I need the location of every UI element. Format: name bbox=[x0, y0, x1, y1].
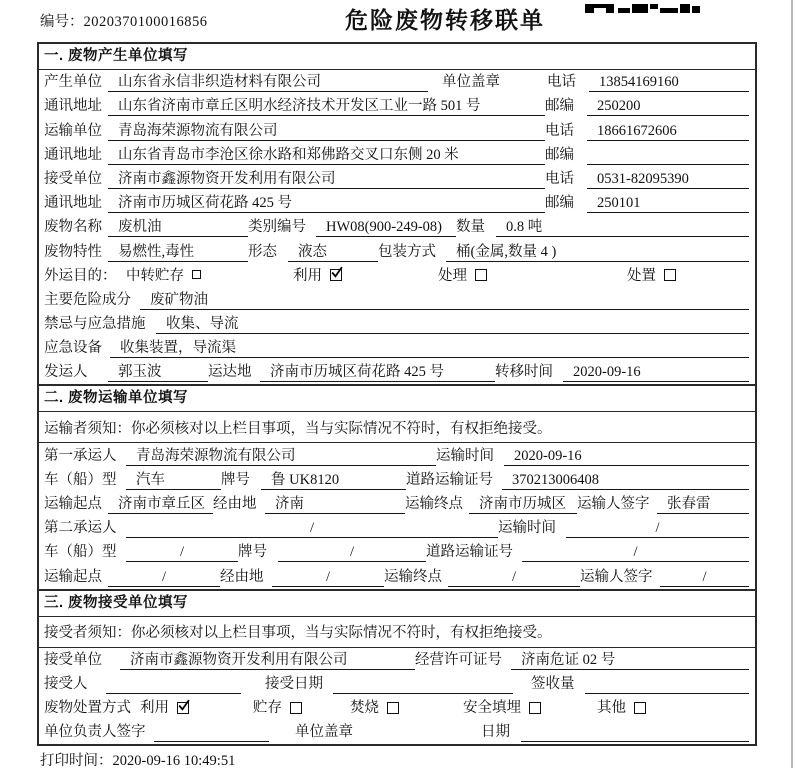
field-label: 运输起点 bbox=[44, 496, 102, 512]
checkbox-label: 焚烧 bbox=[350, 700, 379, 717]
qr-code-fragment bbox=[585, 0, 700, 18]
field-label: 电话 bbox=[545, 170, 574, 187]
check-icon bbox=[177, 699, 190, 712]
field-value: 2020-09-16 bbox=[504, 447, 749, 466]
field-value: 桶(金属,数量 4 ) bbox=[446, 243, 749, 262]
field-label: 运输起点 bbox=[44, 568, 102, 585]
section bbox=[39, 44, 755, 384]
field-label: 邮编 bbox=[545, 195, 574, 212]
field-label: 日期 bbox=[481, 724, 510, 741]
field-value: 易燃性,毒性 bbox=[108, 243, 248, 262]
field-label: 车（船）型 bbox=[44, 471, 117, 488]
static-text: 单位盖章 bbox=[295, 724, 353, 741]
field-value: 鲁 UK8120 bbox=[261, 471, 406, 490]
field-value: / bbox=[278, 543, 426, 562]
field-label: 废物特性 bbox=[44, 243, 102, 260]
checkbox-label: 处置 bbox=[627, 267, 656, 284]
form-row bbox=[39, 468, 755, 492]
field-label: 第一承运人 bbox=[44, 447, 117, 464]
section bbox=[39, 589, 755, 745]
field-label: 通讯地址 bbox=[44, 98, 102, 115]
field-label: 发运人 bbox=[44, 364, 88, 381]
checkbox-option bbox=[627, 267, 676, 286]
field-label: 废物处置方式 bbox=[44, 700, 131, 717]
checkbox-unchecked bbox=[664, 269, 676, 281]
field-value: HW08(900-249-08) bbox=[316, 218, 456, 237]
field-value: 0.8 吨 bbox=[496, 218, 749, 237]
section-title: 一. 废物产生单位填写 bbox=[39, 44, 755, 70]
serial-label: 编号： bbox=[40, 14, 84, 30]
field-value: 济南市章丘区 bbox=[108, 495, 213, 514]
form-row bbox=[39, 264, 755, 288]
field-value: 汽车 bbox=[126, 471, 221, 490]
field-value bbox=[106, 693, 241, 694]
checkbox-label: 利用 bbox=[293, 267, 322, 284]
checkbox-unchecked bbox=[290, 702, 302, 714]
form-row bbox=[39, 239, 755, 263]
field-label: 主要危险成分 bbox=[44, 291, 131, 308]
field-value: 13854169160 bbox=[589, 73, 749, 92]
field-value: 济南市历城区荷花路 425 号 bbox=[108, 194, 545, 213]
form-row bbox=[39, 648, 755, 672]
static-text: 单位盖章 bbox=[442, 74, 500, 91]
form-row bbox=[39, 191, 755, 215]
form-row bbox=[39, 215, 755, 239]
field-value: 济南市历城区荷花路 425 号 bbox=[260, 363, 495, 382]
field-label: 电话 bbox=[545, 122, 574, 139]
checkbox-option bbox=[140, 699, 189, 718]
checkbox-option bbox=[350, 699, 399, 718]
field-label: 接受人 bbox=[44, 675, 88, 692]
field-label: 单位负责人签字 bbox=[44, 724, 146, 741]
checkbox-unchecked bbox=[192, 270, 201, 279]
print-time-value: 2020-09-16 10:49:51 bbox=[112, 753, 236, 769]
field-label: 包装方式 bbox=[378, 243, 436, 260]
field-value: 0531-82095390 bbox=[587, 170, 749, 189]
form-row bbox=[39, 492, 755, 516]
checkbox-option bbox=[438, 267, 487, 286]
form-row bbox=[39, 540, 755, 564]
field-label: 邮编 bbox=[545, 98, 574, 115]
checkbox-option bbox=[463, 699, 541, 718]
field-label: 禁忌与应急措施 bbox=[44, 316, 146, 333]
field-label: 产生单位 bbox=[44, 74, 102, 91]
field-value: 2020-09-16 bbox=[563, 363, 749, 382]
field-label: 接受日期 bbox=[265, 675, 323, 692]
field-label: 第二承运人 bbox=[44, 520, 117, 537]
checkbox-label: 贮存 bbox=[253, 700, 282, 717]
field-value: 18661672606 bbox=[587, 122, 749, 141]
field-label: 邮编 bbox=[545, 146, 574, 163]
field-value: 济南市历城区 bbox=[469, 495, 577, 514]
field-label: 运输终点 bbox=[384, 568, 442, 585]
checkbox-option bbox=[293, 267, 342, 286]
print-time bbox=[40, 749, 235, 770]
field-label: 电话 bbox=[547, 74, 576, 91]
field-label: 形态 bbox=[248, 243, 277, 260]
form-row bbox=[39, 516, 755, 540]
qr-code-icon bbox=[585, 4, 700, 13]
field-value: 液态 bbox=[288, 243, 378, 262]
field-value: 青岛海荣源物流有限公司 bbox=[126, 447, 436, 466]
form-row bbox=[39, 118, 755, 142]
field-label: 数量 bbox=[456, 219, 485, 236]
form-row bbox=[39, 70, 755, 94]
field-value: 250101 bbox=[587, 194, 749, 213]
form-row bbox=[39, 564, 755, 588]
checkbox-checked bbox=[177, 702, 189, 714]
field-value: 废矿物油 bbox=[140, 291, 749, 310]
field-value: 张春雷 bbox=[657, 495, 749, 514]
field-value: 济南危证 02 号 bbox=[511, 651, 749, 670]
field-value: 济南市鑫源物资开发利用有限公司 bbox=[120, 651, 415, 670]
field-value bbox=[154, 741, 269, 742]
serial-value: 2020370100016856 bbox=[83, 14, 208, 30]
field-label: 运输时间 bbox=[436, 447, 494, 464]
field-label: 转移时间 bbox=[495, 364, 553, 381]
checkbox-option bbox=[126, 267, 201, 286]
serial-number bbox=[40, 10, 208, 31]
form-row bbox=[39, 360, 755, 384]
field-label: 运输人签字 bbox=[577, 496, 650, 512]
checkbox-unchecked bbox=[387, 702, 399, 714]
field-value: 250200 bbox=[587, 97, 749, 116]
field-value: / bbox=[522, 543, 749, 562]
field-value: / bbox=[448, 568, 580, 587]
form-row bbox=[39, 94, 755, 118]
field-value bbox=[521, 741, 749, 742]
form-row bbox=[39, 336, 755, 360]
field-label: 运输人签字 bbox=[580, 568, 653, 585]
field-value: / bbox=[272, 568, 384, 587]
field-label: 接受单位 bbox=[44, 651, 102, 668]
section-title: 三. 废物接受单位填写 bbox=[39, 591, 755, 617]
checkbox-label: 安全填埋 bbox=[463, 700, 521, 717]
form-row bbox=[39, 672, 755, 696]
section-note: 运输者须知：你必须核对以上栏目事项，当与实际情况不符时，有权拒绝接受。 bbox=[39, 412, 755, 443]
form-row bbox=[39, 288, 755, 312]
field-label: 牌号 bbox=[238, 544, 267, 561]
checkbox-label: 中转贮存 bbox=[126, 267, 184, 284]
field-label: 废物名称 bbox=[44, 219, 102, 236]
check-icon bbox=[330, 266, 343, 279]
field-label: 道路运输证号 bbox=[406, 471, 493, 488]
field-value: / bbox=[126, 543, 238, 562]
field-value: / bbox=[566, 519, 749, 538]
section bbox=[39, 384, 755, 588]
section-note: 接受者须知：你必须核对以上栏目事项，当与实际情况不符时，有权拒绝接受。 bbox=[39, 617, 755, 648]
field-value bbox=[333, 693, 513, 694]
field-value: / bbox=[660, 568, 749, 587]
field-value: 收集、导流 bbox=[156, 315, 749, 334]
field-label: 通讯地址 bbox=[44, 146, 102, 163]
field-label: 经由地 bbox=[220, 568, 264, 585]
field-value: 山东省永信非织造材料有限公司 bbox=[108, 73, 428, 92]
section-title: 二. 废物运输单位填写 bbox=[39, 386, 755, 412]
field-label: 道路运输证号 bbox=[426, 544, 513, 561]
checkbox-unchecked bbox=[634, 702, 646, 714]
field-value: 370213006408 bbox=[502, 471, 749, 490]
form-row bbox=[39, 143, 755, 167]
field-value bbox=[587, 164, 749, 165]
page-title: 危险废物转移联单 bbox=[345, 7, 545, 33]
field-label: 经由地 bbox=[213, 496, 257, 512]
checkbox-label: 利用 bbox=[140, 700, 169, 717]
checkbox-label: 其他 bbox=[597, 700, 626, 717]
field-value: 山东省济南市章丘区明水经济技术开发区工业一路 501 号 bbox=[108, 97, 545, 116]
checkbox-checked bbox=[330, 269, 342, 281]
field-label: 运达地 bbox=[208, 364, 252, 381]
scan-edge-line bbox=[791, 0, 793, 768]
checkbox-option bbox=[597, 699, 646, 718]
field-label: 应急设备 bbox=[44, 340, 102, 357]
field-value: 青岛海荣源物流有限公司 bbox=[108, 122, 545, 141]
form-row bbox=[39, 443, 755, 467]
form-row bbox=[39, 312, 755, 336]
field-label: 运输终点 bbox=[405, 496, 463, 512]
form-row bbox=[39, 720, 755, 744]
field-value bbox=[585, 693, 749, 694]
field-label: 类别编号 bbox=[248, 219, 306, 236]
form-row bbox=[39, 696, 755, 720]
field-value: 郭玉波 bbox=[108, 363, 208, 382]
field-label: 牌号 bbox=[221, 471, 250, 488]
field-label: 经营许可证号 bbox=[415, 651, 502, 668]
field-value: 收集装置，导流渠 bbox=[110, 339, 749, 358]
field-label: 接受单位 bbox=[44, 170, 102, 187]
checkbox-unchecked bbox=[475, 269, 487, 281]
form-row bbox=[39, 167, 755, 191]
field-label: 运输时间 bbox=[498, 520, 556, 537]
checkbox-option bbox=[253, 699, 302, 718]
field-value: 山东省青岛市李沧区徐水路和郑佛路交叉口东侧 20 米 bbox=[108, 146, 545, 165]
field-value: 废机油 bbox=[108, 218, 248, 237]
checkbox-unchecked bbox=[529, 702, 541, 714]
field-value: 济南市鑫源物资开发利用有限公司 bbox=[108, 170, 545, 189]
field-label: 车（船）型 bbox=[44, 544, 117, 561]
form-table bbox=[37, 42, 757, 746]
field-label: 运输单位 bbox=[44, 122, 102, 139]
field-label: 签收量 bbox=[531, 675, 575, 692]
field-value: / bbox=[108, 568, 220, 587]
field-value: 济南 bbox=[265, 495, 405, 514]
field-label: 外运目的： bbox=[44, 267, 117, 284]
checkbox-label: 处理 bbox=[438, 267, 467, 284]
field-value: / bbox=[126, 519, 498, 538]
field-label: 通讯地址 bbox=[44, 195, 102, 212]
print-time-label: 打印时间： bbox=[40, 753, 113, 769]
